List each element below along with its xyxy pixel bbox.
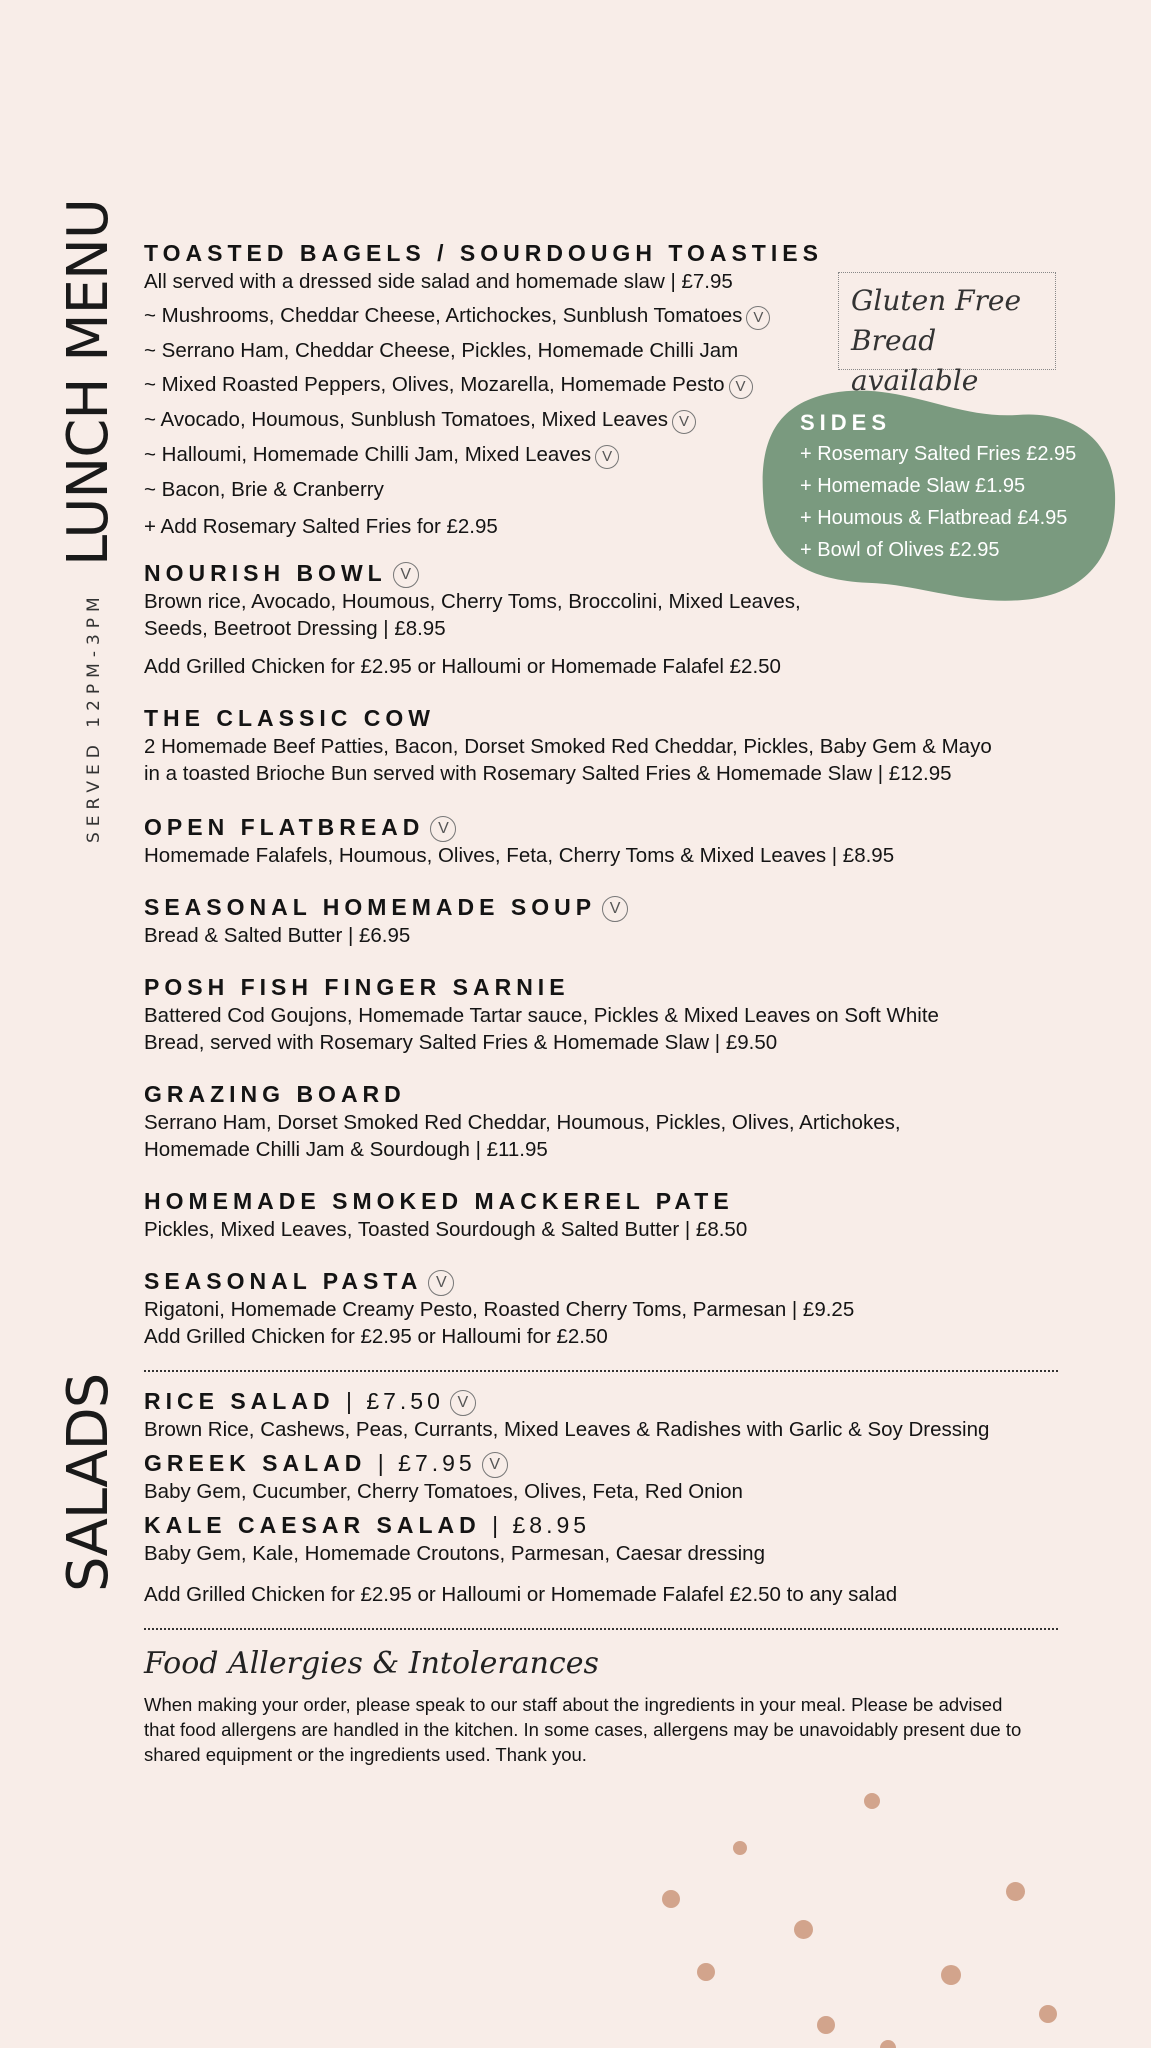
- toasties-item-2: ~ Serrano Ham, Cheddar Cheese, Pickles, Homemade Chilli Jam: [144, 339, 739, 362]
- toasties-item-1: ~ Mushrooms, Cheddar Cheese, Artichockes, Sunblush Tomatoes V: [144, 302, 823, 330]
- decorative-dot: [1039, 2005, 1057, 2023]
- toasties-extra: + Add Rosemary Salted Fries for £2.95: [144, 515, 498, 538]
- classic-cow-desc-2: in a toasted Brioche Bun served with Rosemary Salted Fries & Homemade Slaw | £12.95: [144, 762, 952, 785]
- decorative-dot: [794, 1920, 813, 1939]
- vegetarian-icon: V: [428, 1270, 454, 1296]
- toasties-subtitle: All served with a dressed side salad and homemade slaw | £7.95: [144, 270, 733, 293]
- salads-section: [144, 1386, 989, 1608]
- vegetarian-icon: V: [430, 816, 456, 842]
- kale-salad-heading: KALE CAESAR SALAD | £8.95: [144, 1512, 591, 1538]
- pasta-heading: SEASONAL PASTA V: [144, 1266, 854, 1296]
- fish-desc-2: Bread, served with Rosemary Salted Fries & Homemade Slaw | £9.50: [144, 1031, 778, 1054]
- side-item-fries: + Rosemary Salted Fries £2.95: [800, 443, 1077, 465]
- classic-cow-desc-1: 2 Homemade Beef Patties, Bacon, Dorset Smoked Red Cheddar, Pickles, Baby Gem & Mayo: [144, 735, 992, 758]
- toasties-heading: TOASTED BAGELS / SOURDOUGH TOASTIES: [144, 240, 823, 266]
- side-item-houmous: + Houmous & Flatbread £4.95: [800, 507, 1068, 529]
- nourish-desc-1: Brown rice, Avocado, Houmous, Cherry Toms, Broccolini, Mixed Leaves,: [144, 590, 801, 613]
- vegetarian-icon: V: [393, 562, 419, 588]
- greek-salad-heading: GREEK SALAD | £7.95 V: [144, 1448, 989, 1478]
- flatbread-heading: OPEN FLATBREAD V: [144, 812, 894, 842]
- allergies-line-1: When making your order, please speak to our staff about the ingredients in your meal. Please be advised: [144, 1694, 1003, 1715]
- decorative-dot: [733, 1841, 747, 1855]
- vegetarian-icon: V: [672, 410, 696, 434]
- classic-cow-section: [144, 703, 992, 787]
- flatbread-desc: Homemade Falafels, Houmous, Olives, Feta, Cherry Toms & Mixed Leaves | £8.95: [144, 844, 895, 867]
- mackerel-section: [144, 1186, 747, 1243]
- grazing-desc-2: Homemade Chilli Jam & Sourdough | £11.95: [144, 1138, 548, 1161]
- served-hours: SERVED 12PM-3PM: [84, 591, 104, 843]
- toasties-section: [144, 238, 823, 540]
- toasties-item-3: ~ Mixed Roasted Peppers, Olives, Mozarella, Homemade Pesto V: [144, 371, 823, 399]
- classic-cow-heading: THE CLASSIC COW: [144, 705, 435, 731]
- side-item-slaw: + Homemade Slaw £1.95: [800, 475, 1026, 497]
- decorative-dot: [697, 1963, 715, 1981]
- decorative-dot: [880, 2040, 896, 2048]
- gluten-free-line1: Gluten Free: [851, 284, 1022, 317]
- vegetarian-icon: V: [729, 375, 753, 399]
- allergies-title: Food Allergies & Intolerances: [144, 1646, 599, 1681]
- sides-panel: [800, 408, 1076, 566]
- kale-salad-desc: Baby Gem, Kale, Homemade Croutons, Parmesan, Caesar dressing: [144, 1542, 765, 1565]
- vegetarian-icon: V: [602, 896, 628, 922]
- soup-heading: SEASONAL HOMEMADE SOUP V: [144, 892, 628, 922]
- fish-desc-1: Battered Cod Goujons, Homemade Tartar sauce, Pickles & Mixed Leaves on Soft White: [144, 1004, 939, 1027]
- rice-salad-desc: Brown Rice, Cashews, Peas, Currants, Mixed Leaves & Radishes with Garlic & Soy Dressing: [144, 1418, 990, 1441]
- greek-salad-desc: Baby Gem, Cucumber, Cherry Tomatoes, Olives, Feta, Red Onion: [144, 1480, 743, 1503]
- decorative-dot: [864, 1793, 880, 1809]
- divider-top: [144, 1370, 1058, 1372]
- mackerel-heading: HOMEMADE SMOKED MACKEREL PATE: [144, 1188, 734, 1214]
- nourish-heading: NOURISH BOWL V: [144, 558, 801, 588]
- grazing-desc-1: Serrano Ham, Dorset Smoked Red Cheddar, Houmous, Pickles, Olives, Artichokes,: [144, 1111, 901, 1134]
- nourish-section: [144, 558, 801, 680]
- vegetarian-icon: V: [482, 1452, 508, 1478]
- grazing-heading: GRAZING BOARD: [144, 1081, 406, 1107]
- soup-desc: Bread & Salted Butter | £6.95: [144, 924, 411, 947]
- nourish-desc-2: Seeds, Beetroot Dressing | £8.95: [144, 617, 446, 640]
- mackerel-desc: Pickles, Mixed Leaves, Toasted Sourdough & Salted Butter | £8.50: [144, 1218, 748, 1241]
- nourish-extra: Add Grilled Chicken for £2.95 or Halloumi or Homemade Falafel £2.50: [144, 655, 781, 678]
- decorative-dot: [1006, 1882, 1025, 1901]
- vegetarian-icon: V: [450, 1390, 476, 1416]
- sides-title: SIDES: [800, 410, 892, 435]
- pasta-section: [144, 1266, 854, 1350]
- lunch-menu-title: LUNCH MENU: [56, 199, 121, 566]
- fish-section: [144, 972, 939, 1056]
- vegetarian-icon: V: [746, 306, 770, 330]
- divider-bottom: [144, 1628, 1058, 1630]
- soup-section: [144, 892, 628, 949]
- decorative-dot: [817, 2016, 835, 2034]
- toasties-item-6: ~ Bacon, Brie & Cranberry: [144, 478, 384, 501]
- toasties-item-4: ~ Avocado, Houmous, Sunblush Tomatoes, Mixed Leaves V: [144, 406, 823, 434]
- allergies-line-3: shared equipment or the ingredients used. Thank you.: [144, 1744, 587, 1765]
- salads-title: SALADS: [56, 1373, 121, 1592]
- vegetarian-icon: V: [595, 445, 619, 469]
- toasties-item-5: ~ Halloumi, Homemade Chilli Jam, Mixed Leaves V: [144, 441, 823, 469]
- gluten-free-note: [838, 272, 1056, 397]
- rice-salad-heading: RICE SALAD | £7.50 V: [144, 1386, 989, 1416]
- fish-heading: POSH FISH FINGER SARNIE: [144, 974, 570, 1000]
- pasta-desc-2: Add Grilled Chicken for £2.95 or Halloumi for £2.50: [144, 1325, 608, 1348]
- allergies-text: [144, 1692, 1064, 1767]
- decorative-dot: [662, 1890, 680, 1908]
- allergies-line-2: that food allergens are handled in the kitchen. In some cases, allergens may be unavoidably present due to: [144, 1719, 1022, 1740]
- pasta-desc-1: Rigatoni, Homemade Creamy Pesto, Roasted Cherry Toms, Parmesan | £9.25: [144, 1298, 855, 1321]
- grazing-section: [144, 1079, 901, 1163]
- salads-extra: Add Grilled Chicken for £2.95 or Halloumi or Homemade Falafel £2.50 to any salad: [144, 1583, 898, 1606]
- decorative-dot: [941, 1965, 961, 1985]
- gluten-free-line2: Bread available: [851, 324, 979, 397]
- side-item-olives: + Bowl of Olives £2.95: [800, 539, 1000, 561]
- flatbread-section: [144, 812, 894, 869]
